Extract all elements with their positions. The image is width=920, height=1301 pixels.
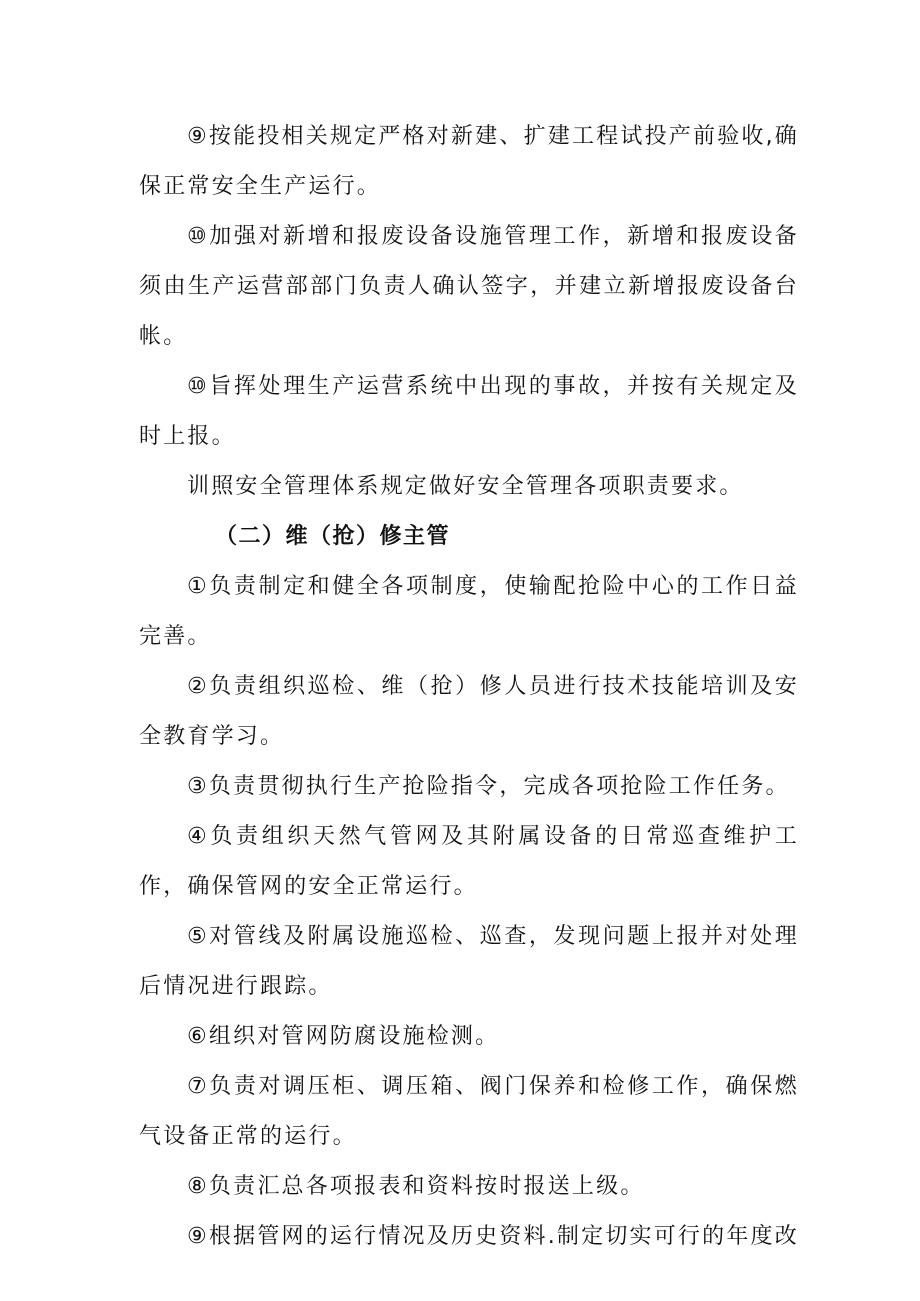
section-paragraph-8: ⑧负责汇总各项报表和资料按时报送上级。: [187, 1174, 645, 1199]
section-paragraph-3: ③负责贯彻执行生产抢险指令，完成各项抢险工作任务。: [187, 774, 790, 799]
document-content: [139, 112, 799, 1262]
section-heading: （二）维（抢）修主管: [215, 524, 451, 549]
section-paragraph-2: ②负责组织巡检、维（抢）修人员进行技术技能培训及安全教育学习。: [139, 674, 799, 749]
section-paragraph-1: ①负责制定和健全各项制度，使输配抢险中心的工作日益完善。: [139, 574, 799, 649]
section-paragraph-7: ⑦负责对调压柜、调压箱、阀门保养和检修工作，确保燃气设备正常的运行。: [139, 1074, 799, 1149]
paragraph-9-acceptance: ⑨按能投相关规定严格对新建、扩建工程试投产前验收,确保正常安全生产运行。: [139, 124, 799, 199]
section-paragraph-6: ⑥组织对管网防腐设施检测。: [187, 1024, 500, 1049]
paragraph-10-equipment: ⑩加强对新增和报废设备设施管理工作，新增和报废设备须由生产运营部部门负责人确认签字，并建立新增报废设备台帐。: [139, 224, 799, 349]
section-paragraph-5: ⑤对管线及附属设施巡检、巡查，发现问题上报并对处理后情况进行跟踪。: [139, 924, 799, 999]
section-paragraph-4: ④负责组织天然气管网及其附属设备的日常巡查维护工作，确保管网的安全正常运行。: [139, 824, 799, 899]
paragraph-10-accident: ⑩旨挥处理生产运营系统中出现的事故，并按有关规定及时上报。: [139, 374, 799, 449]
paragraph-safety-requirements: 训照安全管理体系规定做好安全管理各项职责要求。: [187, 474, 744, 499]
section-paragraph-9: ⑨根据管网的运行情况及历史资料.制定切实可行的年度改: [187, 1224, 799, 1249]
